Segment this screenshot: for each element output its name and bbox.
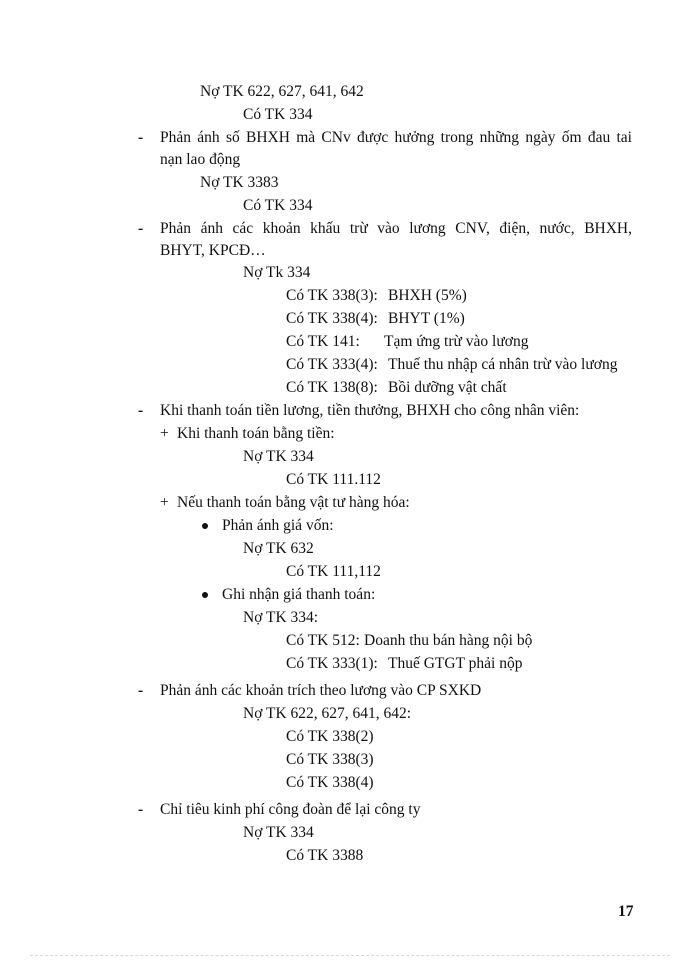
debit-entry: Nợ Tk 334 xyxy=(243,264,311,281)
credit-entry: Có TK 334 xyxy=(243,197,313,214)
debit-entry: Nợ TK 3383 xyxy=(200,174,279,191)
sub-item: Nếu thanh toán bằng vật tư hàng hóa: xyxy=(177,494,410,511)
credit-description: BHYT (1%) xyxy=(388,310,465,327)
credit-entry: Có TK 111,112 xyxy=(286,563,381,580)
page-number: 17 xyxy=(618,903,634,920)
credit-account: Có TK 333(4): xyxy=(286,356,378,373)
credit-entry xyxy=(286,654,522,674)
sub-item: Khi thanh toán bằng tiền: xyxy=(177,425,335,442)
paragraph-line: Phản ánh các khoản trích theo lương vào CP SXKD xyxy=(160,682,482,699)
plus-bullet: + xyxy=(160,494,169,511)
debit-entry: Nợ TK 622, 627, 641, 642 xyxy=(200,83,364,100)
list-dash: - xyxy=(138,801,144,818)
credit-account: Có TK 338(4): xyxy=(286,310,378,327)
credit-account: Có TK 338(3): xyxy=(286,287,378,304)
list-dash: - xyxy=(138,402,144,419)
credit-entry: Có TK 334 xyxy=(243,106,313,123)
paragraph-line: BHYT, KPCĐ… xyxy=(160,242,266,259)
paragraph-line: Chỉ tiêu kinh phí công đoàn để lại công ty xyxy=(160,801,421,818)
paragraph-line: Khi thanh toán tiền lương, tiền thưởng, BHXH cho công nhân viên: xyxy=(160,402,580,419)
credit-entry xyxy=(286,378,507,398)
credit-entry: Có TK 338(3) xyxy=(286,751,374,768)
bullet-item: Phản ánh giá vốn: xyxy=(222,517,334,534)
credit-account: Có TK 138(8): xyxy=(286,379,378,396)
debit-entry: Nợ TK 622, 627, 641, 642: xyxy=(243,705,412,722)
paragraph-line: Phản ánh số BHXH mà CNv được hưởng trong những ngày ốm đau tai xyxy=(160,129,632,146)
paragraph-line: Phản ánh các khoản khấu trừ vào lương CNV, điện, nước, BHXH, xyxy=(160,220,632,237)
credit-entry: Có TK 338(4) xyxy=(286,774,374,791)
credit-description: BHXH (5%) xyxy=(388,287,467,304)
credit-account: Có TK 512: xyxy=(286,632,360,649)
credit-entry: Có TK 338(2) xyxy=(286,728,374,745)
credit-account: Có TK 141: xyxy=(286,333,360,350)
credit-description: Thuế thu nhập cá nhân trừ vào lương xyxy=(388,356,618,373)
credit-entry: Có TK 111.112 xyxy=(286,471,381,488)
credit-entry xyxy=(286,631,532,651)
credit-entry xyxy=(286,309,465,329)
credit-description: Thuế GTGT phải nộp xyxy=(388,655,523,672)
credit-account: Có TK 333(1): xyxy=(286,655,378,672)
page-edge-divider xyxy=(30,955,670,956)
debit-entry: Nợ TK 334 xyxy=(243,448,314,465)
list-dash: - xyxy=(138,220,144,237)
bullet-dot-icon xyxy=(202,592,208,598)
bullet-dot-icon xyxy=(202,523,208,529)
credit-entry xyxy=(286,332,528,352)
debit-entry: Nợ TK 334: xyxy=(243,609,319,626)
bullet-item: Ghi nhận giá thanh toán: xyxy=(222,586,376,603)
credit-description: Bồi dưỡng vật chất xyxy=(388,379,507,396)
credit-entry xyxy=(286,286,467,306)
debit-entry: Nợ TK 632 xyxy=(243,540,314,557)
plus-bullet: + xyxy=(160,425,169,442)
paragraph-line: nạn lao động xyxy=(160,151,241,168)
list-dash: - xyxy=(138,682,144,699)
credit-entry xyxy=(286,355,617,375)
list-dash: - xyxy=(138,129,144,146)
credit-description: Tạm ứng trừ vào lương xyxy=(384,333,529,350)
debit-entry: Nợ TK 334 xyxy=(243,824,314,841)
credit-entry: Có TK 3388 xyxy=(286,847,364,864)
credit-description: Doanh thu bán hàng nội bộ xyxy=(364,632,533,649)
